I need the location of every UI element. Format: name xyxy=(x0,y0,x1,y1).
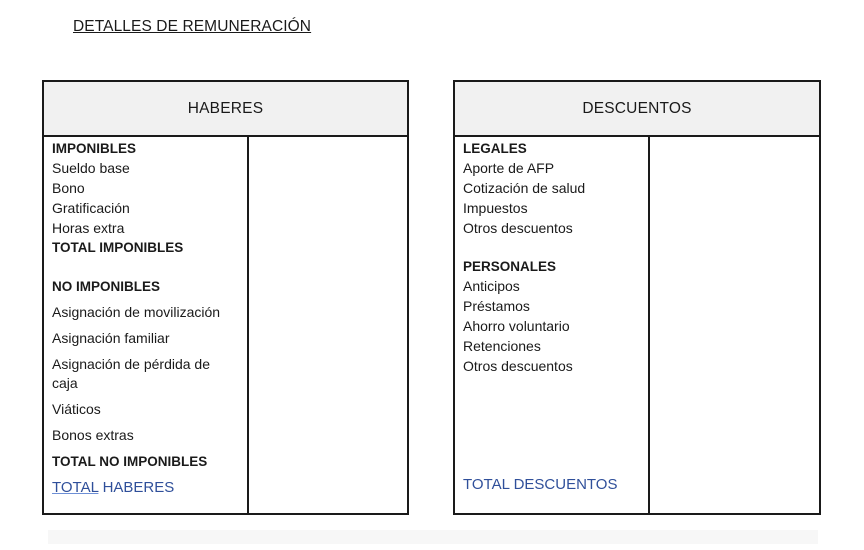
haberes-body xyxy=(44,137,407,513)
no-imponibles-heading: NO IMPONIBLES xyxy=(52,279,161,294)
list-item: Otros descuentos xyxy=(463,220,573,236)
list-item: Préstamos xyxy=(463,298,530,314)
list-item: Gratificación xyxy=(52,200,130,216)
imponibles-heading: IMPONIBLES xyxy=(52,141,137,156)
list-item: Viáticos xyxy=(52,401,101,417)
list-item: Cotización de salud xyxy=(463,180,586,196)
list-item: Otros descuentos xyxy=(463,358,573,374)
column-divider xyxy=(247,137,249,513)
column-divider xyxy=(648,137,650,513)
haberes-table xyxy=(42,80,409,515)
total-imponibles: TOTAL IMPONIBLES xyxy=(52,240,184,255)
list-item: Asignación de pérdida de caja xyxy=(52,356,211,391)
list-item: Bonos extras xyxy=(52,427,134,443)
page-footer-shade xyxy=(48,530,818,544)
legales-heading: LEGALES xyxy=(463,141,527,156)
page-title: DETALLES DE REMUNERACIÓN xyxy=(73,18,312,35)
total-haberes xyxy=(52,478,174,497)
list-item: Sueldo base xyxy=(52,160,130,176)
list-item: Impuestos xyxy=(463,200,528,216)
list-item: Anticipos xyxy=(463,278,520,294)
list-item: Horas extra xyxy=(52,220,125,236)
haberes-header: HABERES xyxy=(44,82,407,137)
list-item: Ahorro voluntario xyxy=(463,318,570,334)
list-item: Asignación de movilización xyxy=(52,304,221,320)
descuentos-header: DESCUENTOS xyxy=(455,82,819,137)
total-descuentos: TOTAL DESCUENTOS xyxy=(463,476,618,493)
personales-heading: PERSONALES xyxy=(463,259,557,274)
descuentos-body xyxy=(455,137,819,513)
list-item: Retenciones xyxy=(463,338,541,354)
total-no-imponibles: TOTAL NO IMPONIBLES xyxy=(52,454,208,469)
descuentos-table xyxy=(453,80,821,515)
total-haberes-part1: TOTAL xyxy=(52,479,99,496)
total-haberes-part2: HABERES xyxy=(98,479,175,496)
list-item: Aporte de AFP xyxy=(463,160,555,176)
list-item: Bono xyxy=(52,180,85,196)
list-item: Asignación familiar xyxy=(52,330,170,346)
